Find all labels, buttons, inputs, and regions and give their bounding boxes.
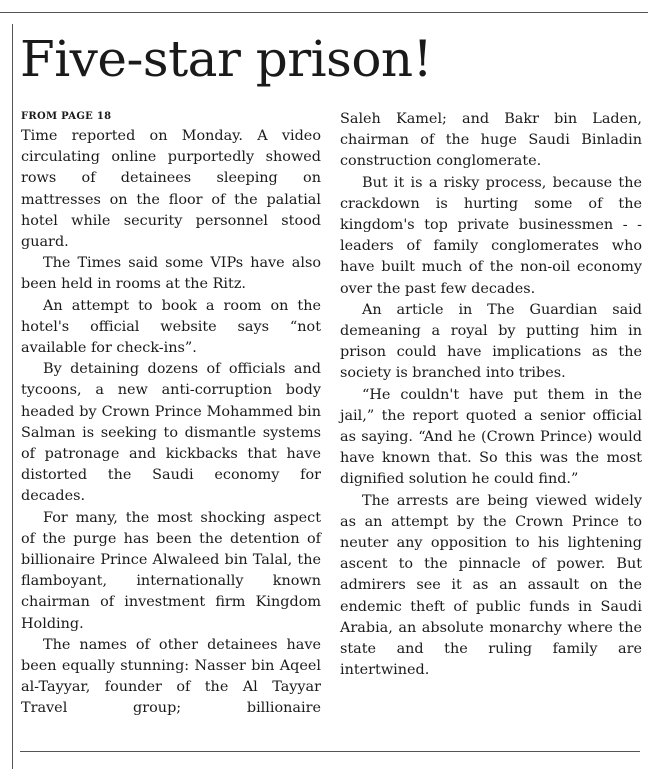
paragraph: The Times said some VIPs have also been held in rooms at the Ritz.: [21, 255, 321, 293]
bottom-rule: [20, 751, 640, 752]
top-rule: [0, 12, 648, 13]
paragraph: The arrests are being viewed widely as an attempt by the Crown Prince to neuter any opposition to his lightening ascent to the pinnacle of power. But admirers see it as an assault on the endemic theft of public funds in Saudi Arabia, an absolute monarchy where the state and the ruling family are intertwined.: [340, 492, 642, 679]
paragraph: An article in The Guardian said demeaning a royal by putting him in prison could have implications as the society is branched into tribes.: [340, 301, 642, 382]
paragraph: Time reported on Monday. A video circulating online purportedly showed rows of detainees sleeping on mattresses on the floor of the palatial hotel while security personnel stood guard.: [21, 128, 321, 251]
paragraph: An attempt to book a room on the hotel's official website says “not available for check-ins”.: [21, 297, 321, 357]
paragraph: The names of other detainees have been equally stunning: Nasser bin Aqeel al-Tayyar, founder of the Al Tayyar Travel group; billionaire: [21, 636, 321, 717]
jump-label: FROM PAGE 18: [21, 111, 112, 122]
left-rule: [12, 24, 13, 769]
headline: Five-star prison!: [20, 30, 433, 88]
right-column: [340, 109, 642, 681]
paragraph: By detaining dozens of officials and tycoons, a new anti-corruption body headed by Crown Prince Mohammed bin Salman is seeking to dismantle systems of patronage and kickbacks that have distorted the Saudi economy for decades.: [21, 361, 321, 505]
paragraph: “He couldn't have put them in the jail,” the report quoted a senior official as saying. “And he (Crown Prince) would have known that. So this was the most dignified solution he could find.”: [340, 386, 642, 488]
left-column: [21, 108, 321, 720]
paragraph: For many, the most shocking aspect of the purge has been the detention of billionaire Prince Alwaleed bin Talal, the flamboyant, internationally known chairman of investment firm Kingdom Holding.: [21, 509, 321, 632]
paragraph: Saleh Kamel; and Bakr bin Laden, chairman of the huge Saudi Binladin construction conglomerate.: [340, 111, 642, 170]
paragraph: But it is a risky process, because the crackdown is hurting some of the kingdom's top private businessmen - - leaders of family conglomerates who have built much of the non-oil economy over the past few decades.: [340, 174, 642, 297]
